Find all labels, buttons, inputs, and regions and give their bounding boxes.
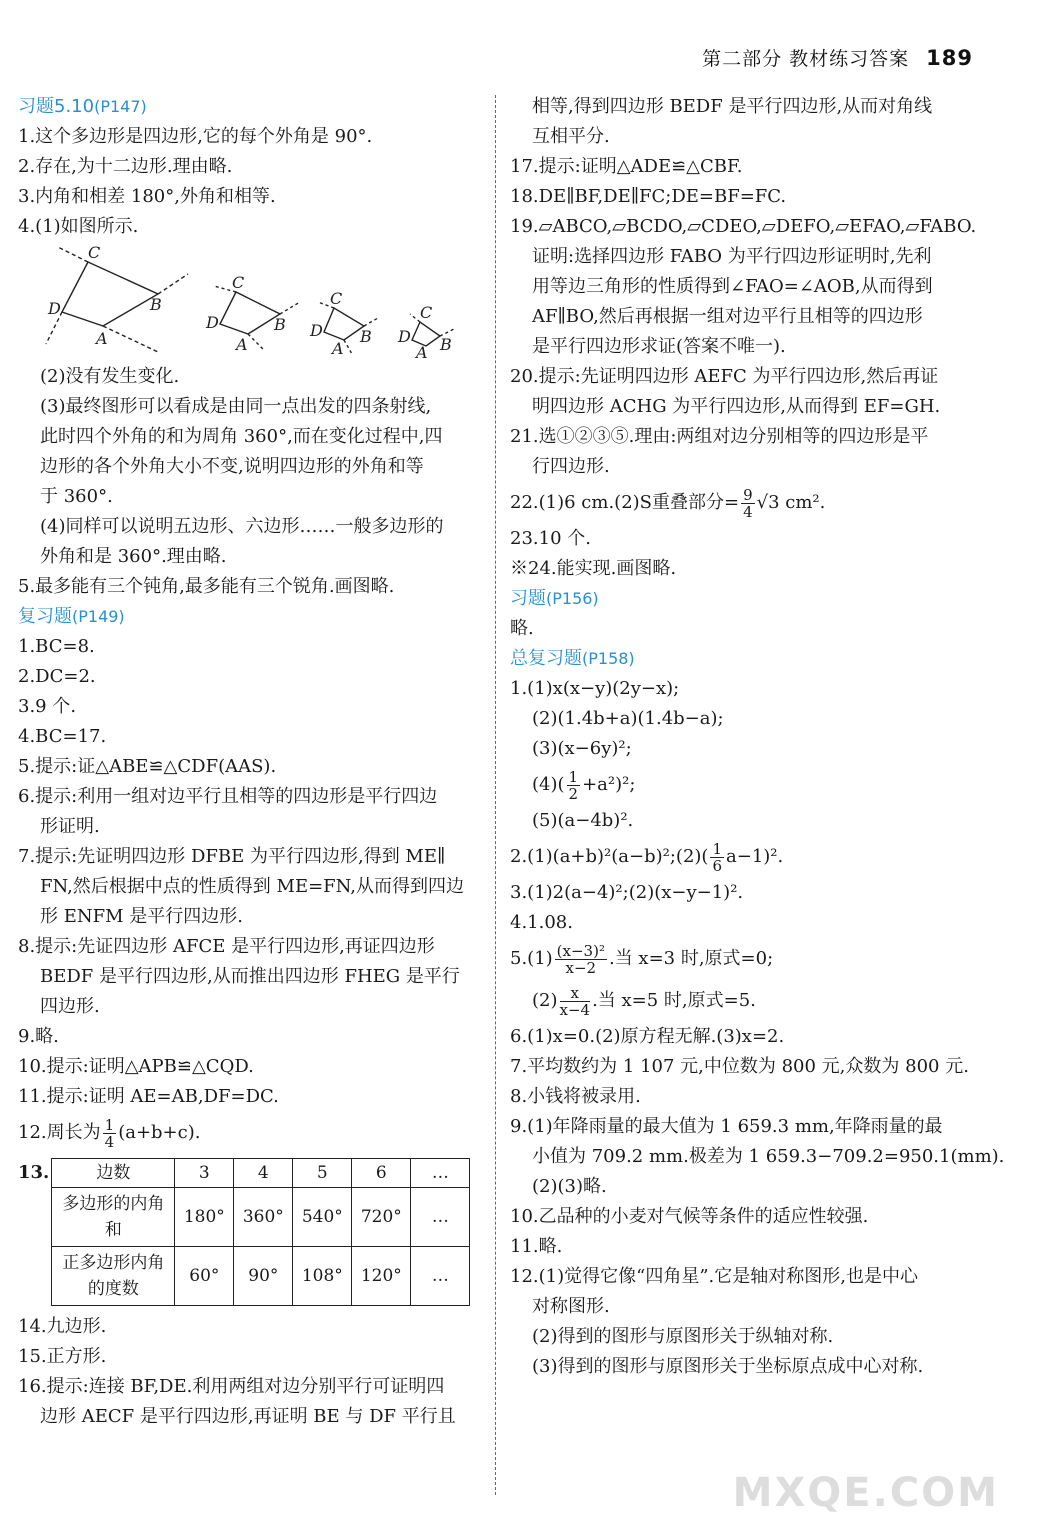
table-row [52,1188,470,1247]
svg-text:D: D [310,321,323,340]
table-cell: 108° [293,1247,352,1306]
section-title: 第二部分 教材练习答案 [702,48,910,70]
answer-line: (3)(x−6y)²; [532,738,632,759]
section-title-text: 习题 [510,588,546,609]
svg-text:D: D [206,313,219,332]
answer-line: 9.(1)年降雨量的最大值为 1 659.3 mm,年降雨量的最 [510,1116,943,1137]
answer-line: 6.提示:利用一组对边平行且相等的四边形是平行四边 [18,786,438,807]
answer-line: 于 360°. [40,486,113,507]
fraction: $\frac{1}{2}$ [568,767,579,803]
q12-tail: (a+b+c). [118,1122,201,1143]
svg-text:C: C [232,273,245,292]
table-cell: 120° [352,1247,411,1306]
answer-line: 4.1.08. [510,912,573,933]
answer-line: (3)得到的图形与原图形关于坐标原点成中心对称. [532,1356,924,1377]
label-D: D [48,299,61,318]
fraction: $\frac{x}{x-4}$ [559,983,591,1019]
answer-line: 7.平均数约为 1 107 元,中位数为 800 元,众数为 800 元. [510,1056,969,1077]
answer-line-q22 [510,482,980,524]
answer-line: 14.九边形. [18,1316,107,1337]
answer-line: (4)同样可以说明五边形、六边形……一般多边形的 [40,516,444,537]
answer-line: 略. [510,618,534,639]
answer-line-q12 [18,1112,480,1154]
label-B: B [150,295,162,314]
answer-line: 8.提示:先证四边形 AFCE 是平行四边形,再证四边形 [18,936,435,957]
answer-line: 4.(1)如图所示. [18,216,139,237]
q12-text: 12.周长为 [18,1122,101,1143]
section-title-text: 习题5.10 [18,96,95,117]
table-cell: 540° [293,1188,352,1247]
answer-line: 互相平分. [532,126,610,147]
label-A: A [96,329,108,348]
answer-line: 15.正方形. [18,1346,107,1367]
column-divider [495,95,496,1495]
answer-line: 18.DE∥BF,DE∥FC;DE=BF=FC. [510,186,787,207]
table-cell: 4 [234,1159,293,1188]
svg-text:A: A [416,343,428,362]
answer-line: 小值为 709.2 mm.极差为 1 659.3−709.2=950.1(mm). [532,1146,1005,1167]
answer-line: 11.略. [510,1236,563,1257]
answer-line: 1.BC=8. [18,636,95,657]
table-row [52,1247,470,1306]
fraction: $\frac{9}{4}$ [743,485,753,521]
quad-1 [62,262,158,326]
answer-line: 边形 AECF 是平行四边形,再证明 BE 与 DF 平行且 [40,1406,456,1427]
answer-line: 16.提示:连接 BF,DE.利用两组对边分别平行可证明四 [18,1376,445,1397]
section-heading-general-review [510,644,980,674]
section-ref: (P156) [546,589,599,608]
q2-tail: a−1)². [726,846,784,867]
answer-line: 相等,得到四边形 BEDF 是平行四边形,从而对角线 [532,96,933,117]
q1-4-text: (4)( [532,774,565,795]
answer-line: (5)(a−4b)². [532,810,634,831]
answer-line-q5-1 [510,938,980,980]
section-title-text: 总复习题 [510,648,582,669]
answer-line: 是平行四边形求证(答案不唯一). [532,336,786,357]
svg-text:B: B [274,315,286,334]
right-column [510,92,1005,1382]
answer-line: 11.提示:证明 AE=AB,DF=DC. [18,1086,279,1107]
table-cell: 5 [293,1159,352,1188]
answer-line-q1-4 [510,764,980,806]
answer-line: 20.提示:先证明四边形 AEFC 为平行四边形,然后再证 [510,366,939,387]
answer-line: 5.提示:证△ABE≌△CDF(AAS). [18,756,277,777]
table-cell: … [411,1159,470,1188]
answer-line: 5.最多能有三个钝角,最多能有三个锐角.画图略. [18,576,395,597]
q5-1-tail: .当 x=3 时,原式=0; [608,948,774,969]
answer-line: FN,然后根据中点的性质得到 ME=FN,从而得到四边 [40,876,464,897]
answer-line: 3.(1)2(a−4)²;(2)(x−y−1)². [510,882,744,903]
section-ref: (P158) [582,649,635,668]
answer-line: 形证明. [40,816,100,837]
table-row [52,1159,470,1188]
answer-line: (3)最终图形可以看成是由同一点出发的四条射线, [40,396,432,417]
q5-1-text: 5.(1) [510,948,553,969]
table-cell: … [411,1247,470,1306]
answer-line: 9.略. [18,1026,59,1047]
table-cell: 60° [175,1247,234,1306]
answer-line: (2)没有发生变化. [40,366,180,387]
section-ref: (P147) [94,97,147,116]
answer-line: 外角和是 360°.理由略. [40,546,227,567]
section-heading-exercise-5-10 [18,92,480,122]
section-ref: (P149) [72,607,125,626]
section-heading-review [18,602,480,632]
answer-line: 3.9 个. [18,696,77,717]
answer-line: 10.提示:证明△APB≌△CQD. [18,1056,254,1077]
answer-line: 2.存在,为十二边形.理由略. [18,156,233,177]
answer-line: 7.提示:先证明四边形 DFBE 为平行四边形,得到 ME∥ [18,846,446,867]
section-title-text: 复习题 [18,606,72,627]
left-column [18,92,480,1432]
answer-line: 此时四个外角的和为周角 360°,而在变化过程中,四 [40,426,443,447]
svg-text:C: C [330,289,343,308]
table-cell: 90° [234,1247,293,1306]
table-cell: 正多边形内角的度数 [52,1247,175,1306]
answer-line: 10.乙品种的小麦对气候等条件的适应性较强. [510,1206,869,1227]
table-cell: 3 [175,1159,234,1188]
fraction: $\frac{\text{(x−3)²}}{x-2}$ [556,941,605,977]
answer-line: 23.10 个. [510,528,591,549]
answer-line: BEDF 是平行四边形,从而推出四边形 FHEG 是平行 [40,966,460,987]
svg-text:D: D [398,327,411,346]
q22-text: 22.(1)6 cm.(2)S重叠部分= [510,492,740,513]
answer-line: 对称图形. [532,1296,610,1317]
answer-line: 19.▱ABCO,▱BCDO,▱CDEO,▱DEFO,▱EFAO,▱FABO. [510,216,977,237]
quad-3 [324,308,364,340]
polygon-angle-table [51,1158,470,1306]
table-cell: 720° [352,1188,411,1247]
answer-line: (2)(1.4b+a)(1.4b−a); [532,708,724,729]
answer-line: 12.(1)觉得它像“四角星”.它是轴对称图形,也是中心 [510,1266,918,1287]
table-cell: 边数 [52,1159,175,1188]
answer-line: 四边形. [40,996,100,1017]
answer-line-q5-2 [510,980,980,1022]
q13-number: 13. [18,1162,50,1183]
quad-2 [220,292,280,334]
q2-text: 2.(1)(a+b)²(a−b)²;(2)( [510,846,709,867]
answer-line: 21.选①②③⑤.理由:两组对边分别相等的四边形是平 [510,426,929,447]
q5-2-tail: .当 x=5 时,原式=5. [592,990,756,1011]
table-cell: 180° [175,1188,234,1247]
answer-line: (2)得到的图形与原图形关于纵轴对称. [532,1326,834,1347]
table-cell: … [411,1188,470,1247]
svg-text:A: A [332,339,344,358]
q22-tail: √3 cm². [756,492,826,513]
answer-line: 8.小钱将被录用. [510,1086,641,1107]
answer-line: 用等边三角形的性质得到∠FAO=∠AOB,从而得到 [532,276,933,297]
page-number: 189 [926,46,973,70]
answer-line: 边形的各个外角大小不变,说明四边形的外角和等 [40,456,424,477]
q5-2-text: (2) [532,990,558,1011]
svg-text:B: B [360,327,372,346]
answer-line: 2.DC=2. [18,666,96,687]
quadrilateral-diagram [18,242,480,362]
question-13 [18,1158,480,1306]
table-cell: 6 [352,1159,411,1188]
table-cell: 多边形的内角和 [52,1188,175,1247]
answer-line: 4.BC=17. [18,726,107,747]
table-cell: 360° [234,1188,293,1247]
answer-line: 行四边形. [532,456,610,477]
answer-line: AF∥BO,然后再根据一组对边平行且相等的四边形 [532,306,923,327]
answer-line: 17.提示:证明△ADE≌△CBF. [510,156,743,177]
page-header [702,44,973,71]
q1-4-tail: +a²)²; [582,774,636,795]
fraction: $\frac{1}{4}$ [104,1115,115,1151]
svg-text:A: A [236,335,248,354]
answer-line: 1.(1)x(x−y)(2y−x); [510,678,680,699]
answer-line: 1.这个多边形是四边形,它的每个外角是 90°. [18,126,373,147]
section-heading-exercise-p156 [510,584,980,614]
answer-line: 形 ENFM 是平行四边形. [40,906,243,927]
answer-line: 明四边形 ACHG 为平行四边形,从而得到 EF=GH. [532,396,941,417]
fraction: $\frac{1}{6}$ [712,839,722,875]
svg-text:B: B [440,335,452,354]
answer-line: 6.(1)x=0.(2)原方程无解.(3)x=2. [510,1026,785,1047]
answer-line: 证明:选择四边形 FABO 为平行四边形证明时,先利 [532,246,932,267]
watermark: MXQE.COM [732,1470,999,1516]
label-C: C [88,243,101,262]
svg-text:C: C [420,303,433,322]
answer-line: (2)(3)略. [532,1176,607,1197]
answer-line: 3.内角和相差 180°,外角和相等. [18,186,276,207]
answer-line-q2 [510,836,980,878]
quadrilateral-figure [18,242,480,362]
answer-line: ※24.能实现.画图略. [510,558,677,579]
